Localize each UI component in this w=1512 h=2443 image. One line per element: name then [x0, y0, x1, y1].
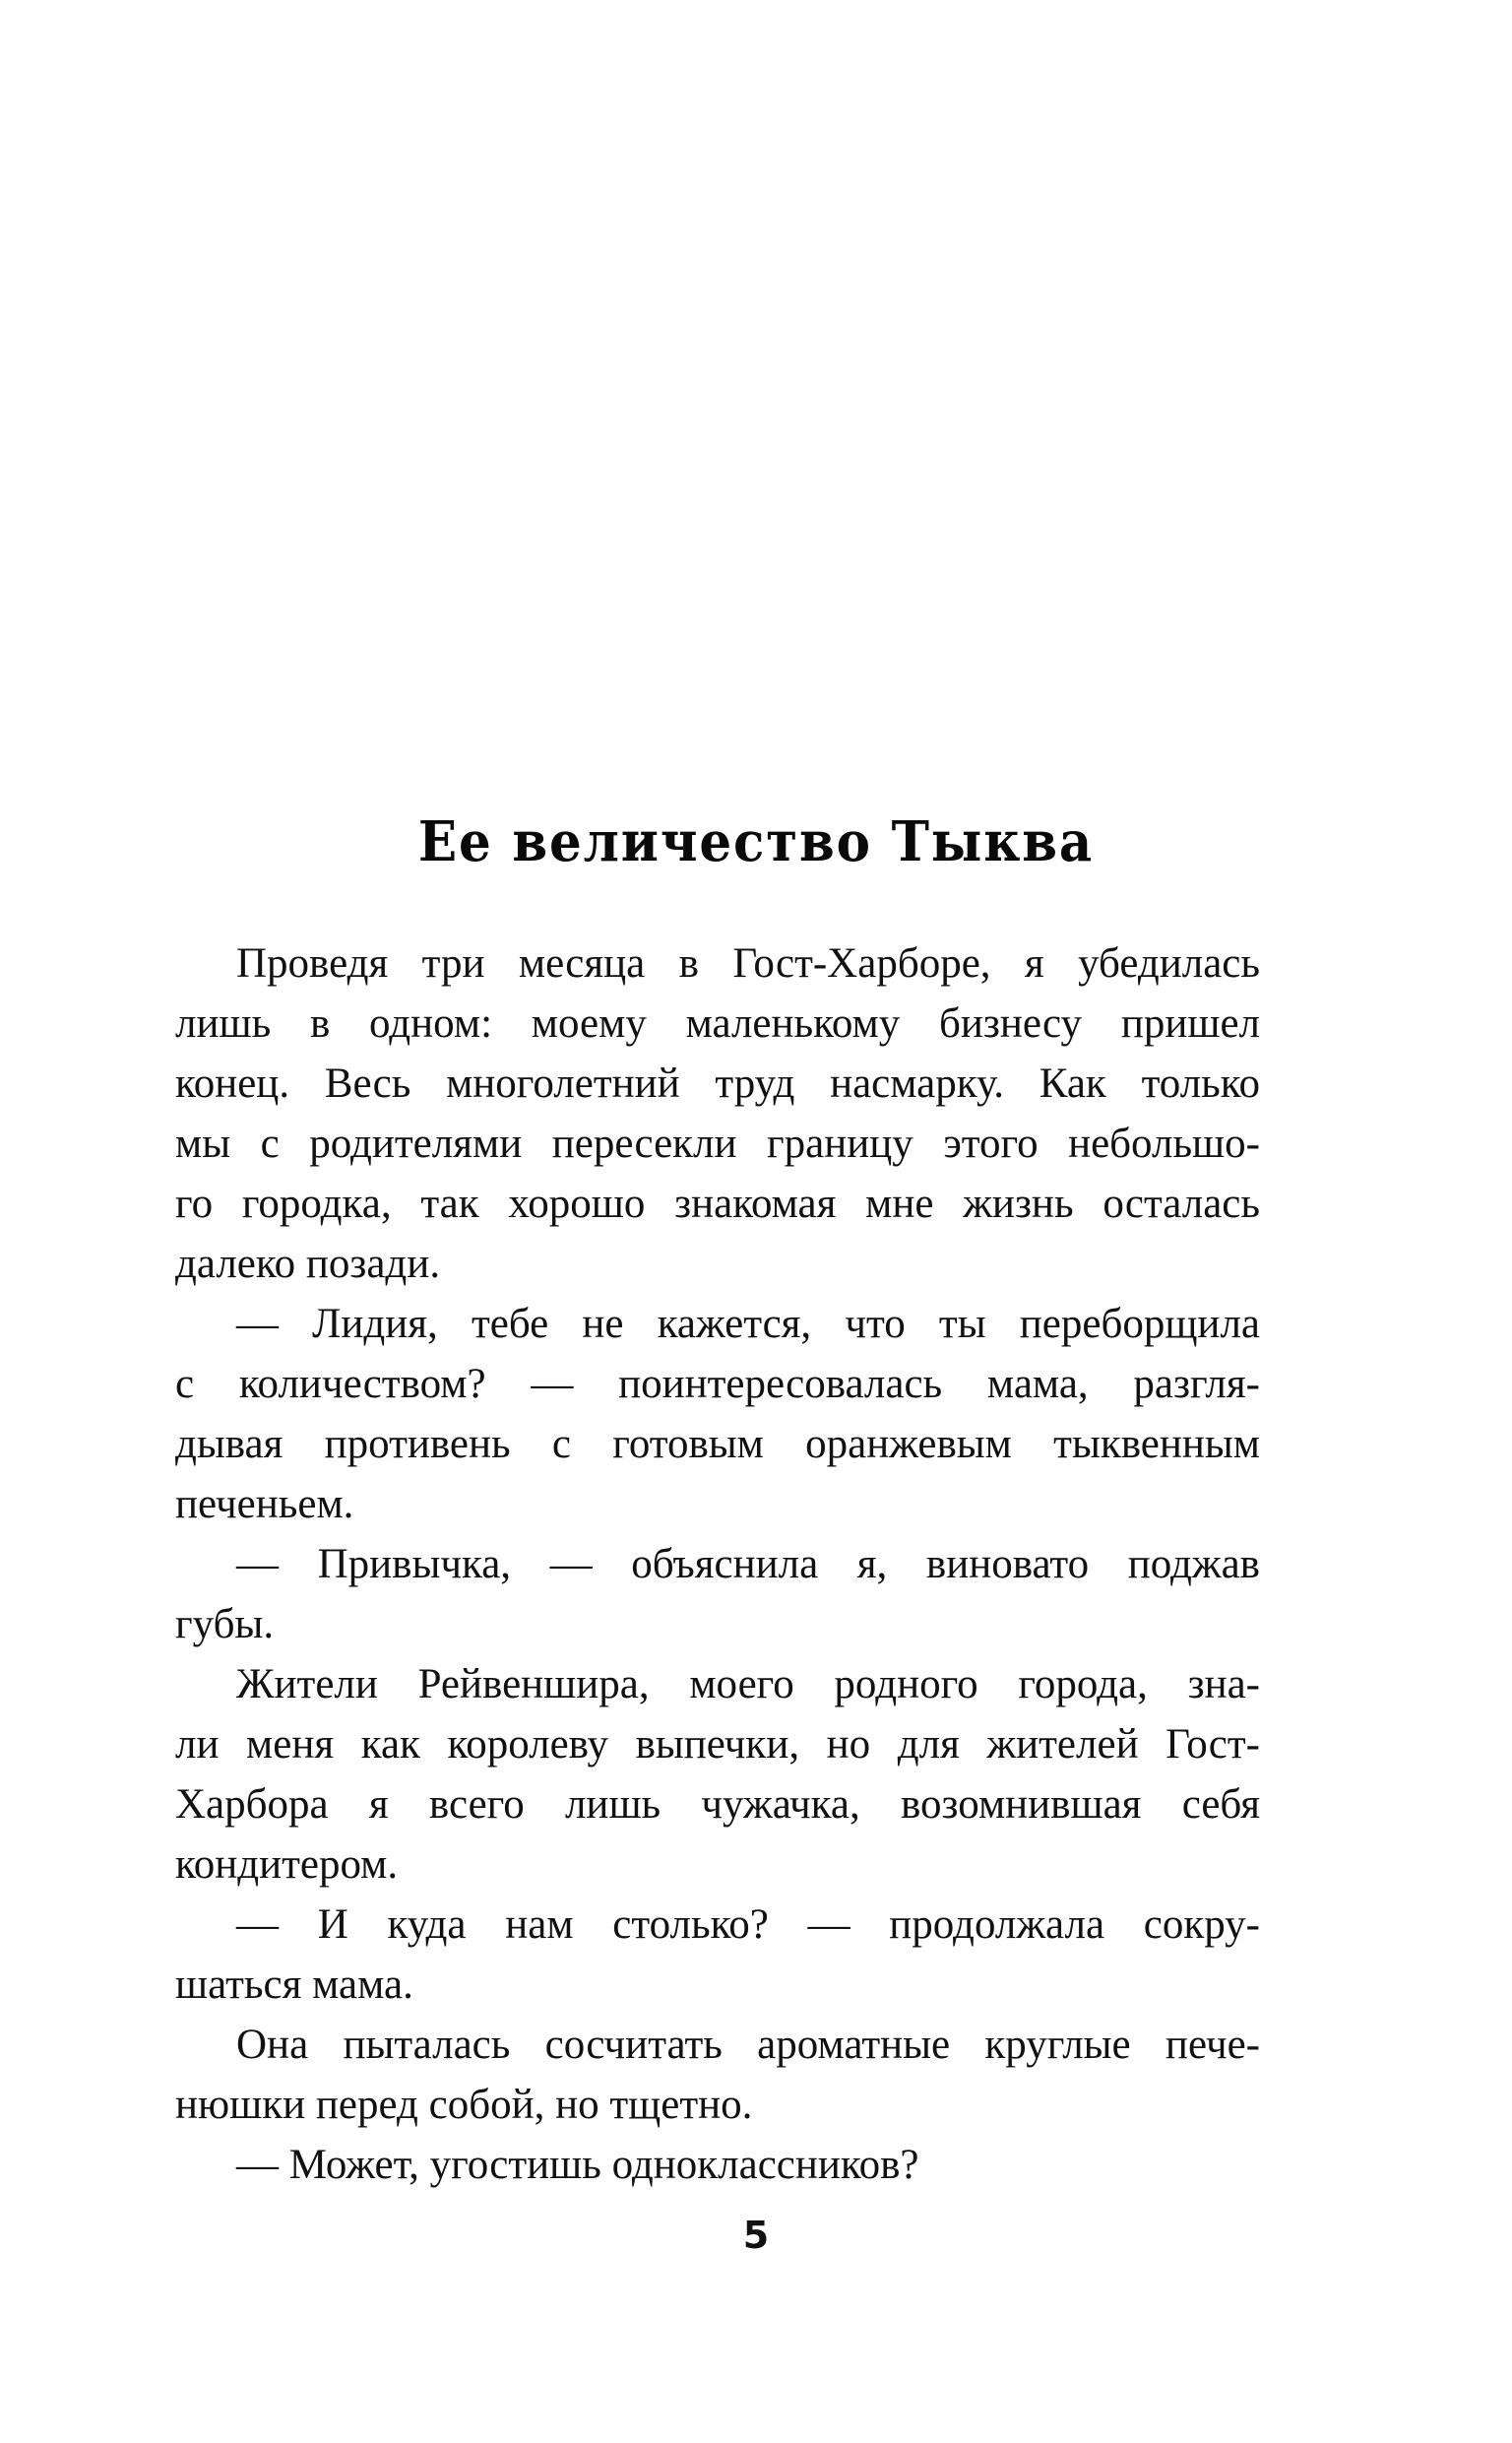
text-line: далеко позади. — [175, 1241, 441, 1287]
text-line: Харбора я всего лишь чужачка, возомнившая себя — [175, 1781, 1260, 1828]
text-line: лишь в одном: моему маленькому бизнесу пришел — [175, 1000, 1260, 1047]
text-line: Проведя три месяца в Гост-Харборе, я убедилась — [236, 940, 1260, 987]
paragraph — [175, 1895, 1260, 2015]
text-line: дывая противень с готовым оранжевым тыквенным — [175, 1421, 1260, 1467]
text-line: шаться мама. — [175, 1961, 413, 2008]
text-line: го городка, так хорошо знакомая мне жизнь осталась — [175, 1181, 1260, 1227]
paragraph — [175, 2135, 1260, 2195]
text-line: Жители Рейвеншира, моего родного города, зна- — [236, 1661, 1260, 1707]
text-line: — И куда нам столько? — продолжала сокру- — [236, 1901, 1260, 1948]
text-line: — Может, угостишь одноклассников? — [236, 2142, 919, 2188]
text-line: мы с родителями пересекли границу этого небольшо- — [175, 1121, 1260, 1167]
paragraph — [175, 933, 1260, 1294]
paragraph — [175, 1534, 1260, 1654]
chapter-body — [175, 933, 1260, 2195]
text-line: — Лидия, тебе не кажется, что ты переборщила — [236, 1301, 1260, 1347]
paragraph — [175, 1654, 1260, 1895]
text-line: печеньем. — [175, 1481, 354, 1527]
text-line: Она пыталась сосчитать ароматные круглые пече- — [236, 2022, 1260, 2068]
text-line: нюшки перед собой, но тщетно. — [175, 2082, 753, 2128]
text-line: — Привычка, — объяснила я, виновато поджав — [236, 1541, 1260, 1587]
paragraph — [175, 2015, 1260, 2135]
paragraph — [175, 1294, 1260, 1534]
text-line: кондитером. — [175, 1841, 399, 1888]
text-line: ли меня как королеву выпечки, но для жителей Гост- — [175, 1721, 1260, 1768]
text-line: с количеством? — поинтересовалась мама, разгля- — [175, 1361, 1260, 1407]
page-number: 5 — [742, 2214, 770, 2257]
text-line: губы. — [175, 1601, 275, 1647]
text-line: конец. Весь многолетний труд насмарку. Как только — [175, 1061, 1260, 1107]
chapter-title: Ее величество Тыква — [417, 809, 1095, 874]
